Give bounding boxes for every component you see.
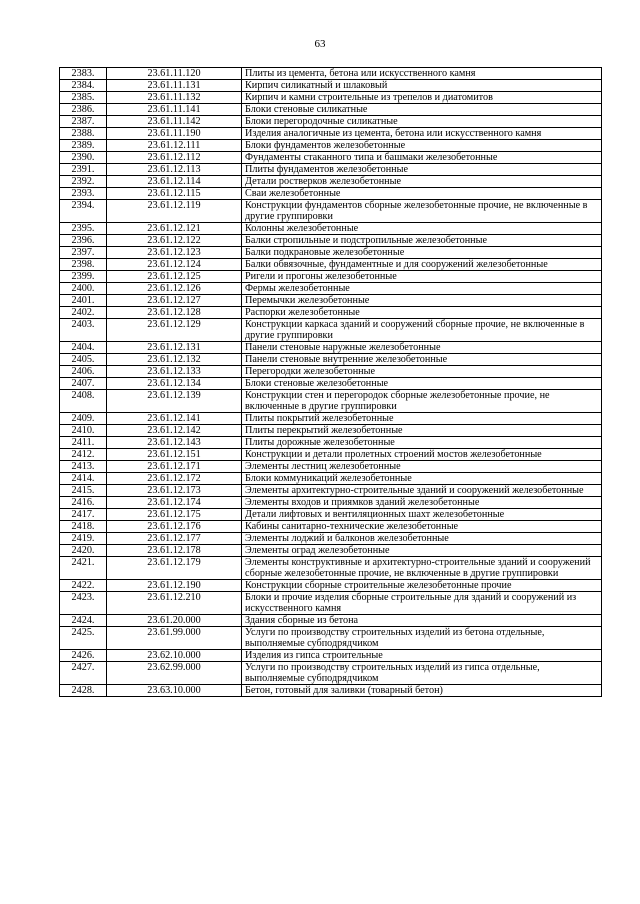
row-number: 2413. [60,461,107,473]
table-row [60,116,602,128]
row-number: 2393. [60,188,107,200]
row-code: 23.61.12.131 [107,342,242,354]
row-code: 23.61.20.000 [107,615,242,627]
row-number: 2386. [60,104,107,116]
row-number: 2396. [60,235,107,247]
row-code: 23.62.10.000 [107,650,242,662]
row-code: 23.61.12.174 [107,497,242,509]
row-number: 2389. [60,140,107,152]
row-number: 2407. [60,378,107,390]
row-code: 23.61.12.172 [107,473,242,485]
row-code: 23.61.12.113 [107,164,242,176]
row-number: 2394. [60,200,107,223]
row-code: 23.61.12.171 [107,461,242,473]
row-code: 23.61.11.120 [107,68,242,80]
row-number: 2391. [60,164,107,176]
row-code: 23.61.12.111 [107,140,242,152]
table-row [60,128,602,140]
table-row [60,235,602,247]
row-description: Панели стеновые внутренние железобетонные [242,354,602,366]
row-description: Конструкции сборные строительные железобетонные прочие [242,580,602,592]
table-row [60,509,602,521]
row-description: Изделия аналогичные из цемента, бетона или искусственного камня [242,128,602,140]
table-row [60,449,602,461]
row-number: 2425. [60,627,107,650]
row-description: Элементы оград железобетонные [242,545,602,557]
row-description: Кирпич силикатный и шлаковый [242,80,602,92]
row-description: Блоки коммуникаций железобетонные [242,473,602,485]
row-number: 2423. [60,592,107,615]
row-number: 2403. [60,319,107,342]
row-description: Услуги по производству строительных изделий из бетона отдельные, выполняемые субподрядчиком [242,627,602,650]
row-number: 2404. [60,342,107,354]
table-row [60,366,602,378]
table-row [60,650,602,662]
row-code: 23.61.12.122 [107,235,242,247]
table-row [60,164,602,176]
row-number: 2421. [60,557,107,580]
row-description: Плиты покрытий железобетонные [242,413,602,425]
row-number: 2414. [60,473,107,485]
table-row [60,545,602,557]
row-code: 23.61.12.151 [107,449,242,461]
table-row [60,200,602,223]
row-code: 23.61.12.141 [107,413,242,425]
table-row [60,485,602,497]
table-row [60,390,602,413]
table-row [60,223,602,235]
row-description: Блоки и прочие изделия сборные строительные для зданий и сооружений из искусственного камня [242,592,602,615]
row-number: 2427. [60,662,107,685]
row-description: Элементы лестниц железобетонные [242,461,602,473]
table-row [60,378,602,390]
row-description: Сваи железобетонные [242,188,602,200]
row-description: Колонны железобетонные [242,223,602,235]
table-row [60,533,602,545]
table-row [60,80,602,92]
row-code: 23.61.12.125 [107,271,242,283]
row-description: Плиты из цемента, бетона или искусственного камня [242,68,602,80]
row-number: 2402. [60,307,107,319]
row-number: 2408. [60,390,107,413]
row-code: 23.61.12.129 [107,319,242,342]
row-number: 2390. [60,152,107,164]
row-number: 2388. [60,128,107,140]
table-row [60,283,602,295]
row-code: 23.61.12.139 [107,390,242,413]
row-number: 2405. [60,354,107,366]
row-number: 2409. [60,413,107,425]
row-number: 2412. [60,449,107,461]
row-number: 2385. [60,92,107,104]
row-description: Распорки железобетонные [242,307,602,319]
row-description: Кабины санитарно-технические железобетонные [242,521,602,533]
row-code: 23.61.12.119 [107,200,242,223]
table-row [60,92,602,104]
table-row [60,580,602,592]
row-code: 23.61.12.143 [107,437,242,449]
row-code: 23.61.12.115 [107,188,242,200]
row-code: 23.61.12.128 [107,307,242,319]
row-code: 23.61.12.173 [107,485,242,497]
row-code: 23.61.12.177 [107,533,242,545]
row-description: Ригели и прогоны железобетонные [242,271,602,283]
row-code: 23.61.12.121 [107,223,242,235]
row-code: 23.61.12.127 [107,295,242,307]
row-description: Бетон, готовый для заливки (товарный бетон) [242,685,602,697]
row-description: Кирпич и камни строительные из трепелов и диатомитов [242,92,602,104]
classification-table [59,67,602,697]
table-row [60,425,602,437]
table-row [60,461,602,473]
row-number: 2419. [60,533,107,545]
table-row [60,342,602,354]
row-number: 2416. [60,497,107,509]
row-description: Конструкции каркаса зданий и сооружений сборные прочие, не включенные в другие группировки [242,319,602,342]
row-number: 2426. [60,650,107,662]
row-number: 2428. [60,685,107,697]
table-row [60,319,602,342]
row-description: Блоки стеновые железобетонные [242,378,602,390]
row-number: 2422. [60,580,107,592]
row-code: 23.61.12.112 [107,152,242,164]
table-body [60,68,602,697]
row-code: 23.61.11.132 [107,92,242,104]
table-row [60,413,602,425]
row-number: 2417. [60,509,107,521]
row-description: Плиты дорожные железобетонные [242,437,602,449]
row-description: Балки подкрановые железобетонные [242,247,602,259]
row-description: Фермы железобетонные [242,283,602,295]
table-row [60,473,602,485]
row-number: 2399. [60,271,107,283]
table-row [60,437,602,449]
table-row [60,615,602,627]
table-row [60,307,602,319]
row-code: 23.61.11.142 [107,116,242,128]
row-code: 23.63.10.000 [107,685,242,697]
table-row [60,271,602,283]
row-number: 2411. [60,437,107,449]
table-row [60,521,602,533]
table-row [60,259,602,271]
table-row [60,354,602,366]
row-description: Плиты перекрытий железобетонные [242,425,602,437]
row-description: Блоки стеновые силикатные [242,104,602,116]
row-code: 23.61.12.178 [107,545,242,557]
row-description: Изделия из гипса строительные [242,650,602,662]
row-number: 2387. [60,116,107,128]
table-row [60,247,602,259]
row-number: 2401. [60,295,107,307]
row-number: 2415. [60,485,107,497]
row-code: 23.61.12.190 [107,580,242,592]
row-code: 23.61.11.141 [107,104,242,116]
row-code: 23.61.12.132 [107,354,242,366]
row-code: 23.61.12.133 [107,366,242,378]
table-row [60,295,602,307]
row-number: 2400. [60,283,107,295]
row-code: 23.61.12.210 [107,592,242,615]
row-description: Блоки фундаментов железобетонные [242,140,602,152]
table-row [60,662,602,685]
table-row [60,152,602,164]
row-code: 23.61.12.179 [107,557,242,580]
row-number: 2424. [60,615,107,627]
row-code: 23.61.12.134 [107,378,242,390]
table-row [60,104,602,116]
row-description: Элементы конструктивные и архитектурно-строительные зданий и сооружений сборные железобетонные прочие, не включенные в другие группировки [242,557,602,580]
row-description: Плиты фундаментов железобетонные [242,164,602,176]
row-number: 2384. [60,80,107,92]
page-number: 63 [314,38,326,50]
row-code: 23.61.12.123 [107,247,242,259]
row-code: 23.61.12.176 [107,521,242,533]
row-description: Детали лифтовых и вентиляционных шахт железобетонные [242,509,602,521]
row-description: Конструкции и детали пролетных строений мостов железобетонные [242,449,602,461]
row-code: 23.61.12.175 [107,509,242,521]
row-description: Панели стеновые наружные железобетонные [242,342,602,354]
row-description: Балки стропильные и подстропильные железобетонные [242,235,602,247]
table-row [60,557,602,580]
table-row [60,68,602,80]
row-number: 2383. [60,68,107,80]
table-row [60,685,602,697]
row-number: 2398. [60,259,107,271]
table-row [60,140,602,152]
row-number: 2410. [60,425,107,437]
row-code: 23.61.12.114 [107,176,242,188]
row-code: 23.61.12.126 [107,283,242,295]
row-code: 23.61.12.124 [107,259,242,271]
row-description: Фундаменты стаканного типа и башмаки железобетонные [242,152,602,164]
row-description: Балки обвязочные, фундаментные и для сооружений железобетонные [242,259,602,271]
row-description: Перегородки железобетонные [242,366,602,378]
row-number: 2392. [60,176,107,188]
table-row [60,176,602,188]
table-row [60,188,602,200]
row-number: 2420. [60,545,107,557]
row-code: 23.62.99.000 [107,662,242,685]
row-code: 23.61.12.142 [107,425,242,437]
table-row [60,592,602,615]
row-description: Услуги по производству строительных изделий из гипса отдельные, выполняемые субподрядчиком [242,662,602,685]
table-row [60,497,602,509]
row-description: Блоки перегородочные силикатные [242,116,602,128]
row-number: 2406. [60,366,107,378]
row-description: Детали ростверков железобетонные [242,176,602,188]
table-row [60,627,602,650]
row-description: Элементы лоджий и балконов железобетонные [242,533,602,545]
row-description: Перемычки железобетонные [242,295,602,307]
row-description: Здания сборные из бетона [242,615,602,627]
row-number: 2397. [60,247,107,259]
row-code: 23.61.11.131 [107,80,242,92]
row-number: 2418. [60,521,107,533]
row-description: Конструкции стен и перегородок сборные железобетонные прочие, не включенные в другие группировки [242,390,602,413]
row-description: Элементы входов и приямков зданий железобетонные [242,497,602,509]
row-description: Конструкции фундаментов сборные железобетонные прочие, не включенные в другие группировки [242,200,602,223]
row-code: 23.61.99.000 [107,627,242,650]
row-number: 2395. [60,223,107,235]
row-code: 23.61.11.190 [107,128,242,140]
row-description: Элементы архитектурно-строительные зданий и сооружений железобетонные [242,485,602,497]
